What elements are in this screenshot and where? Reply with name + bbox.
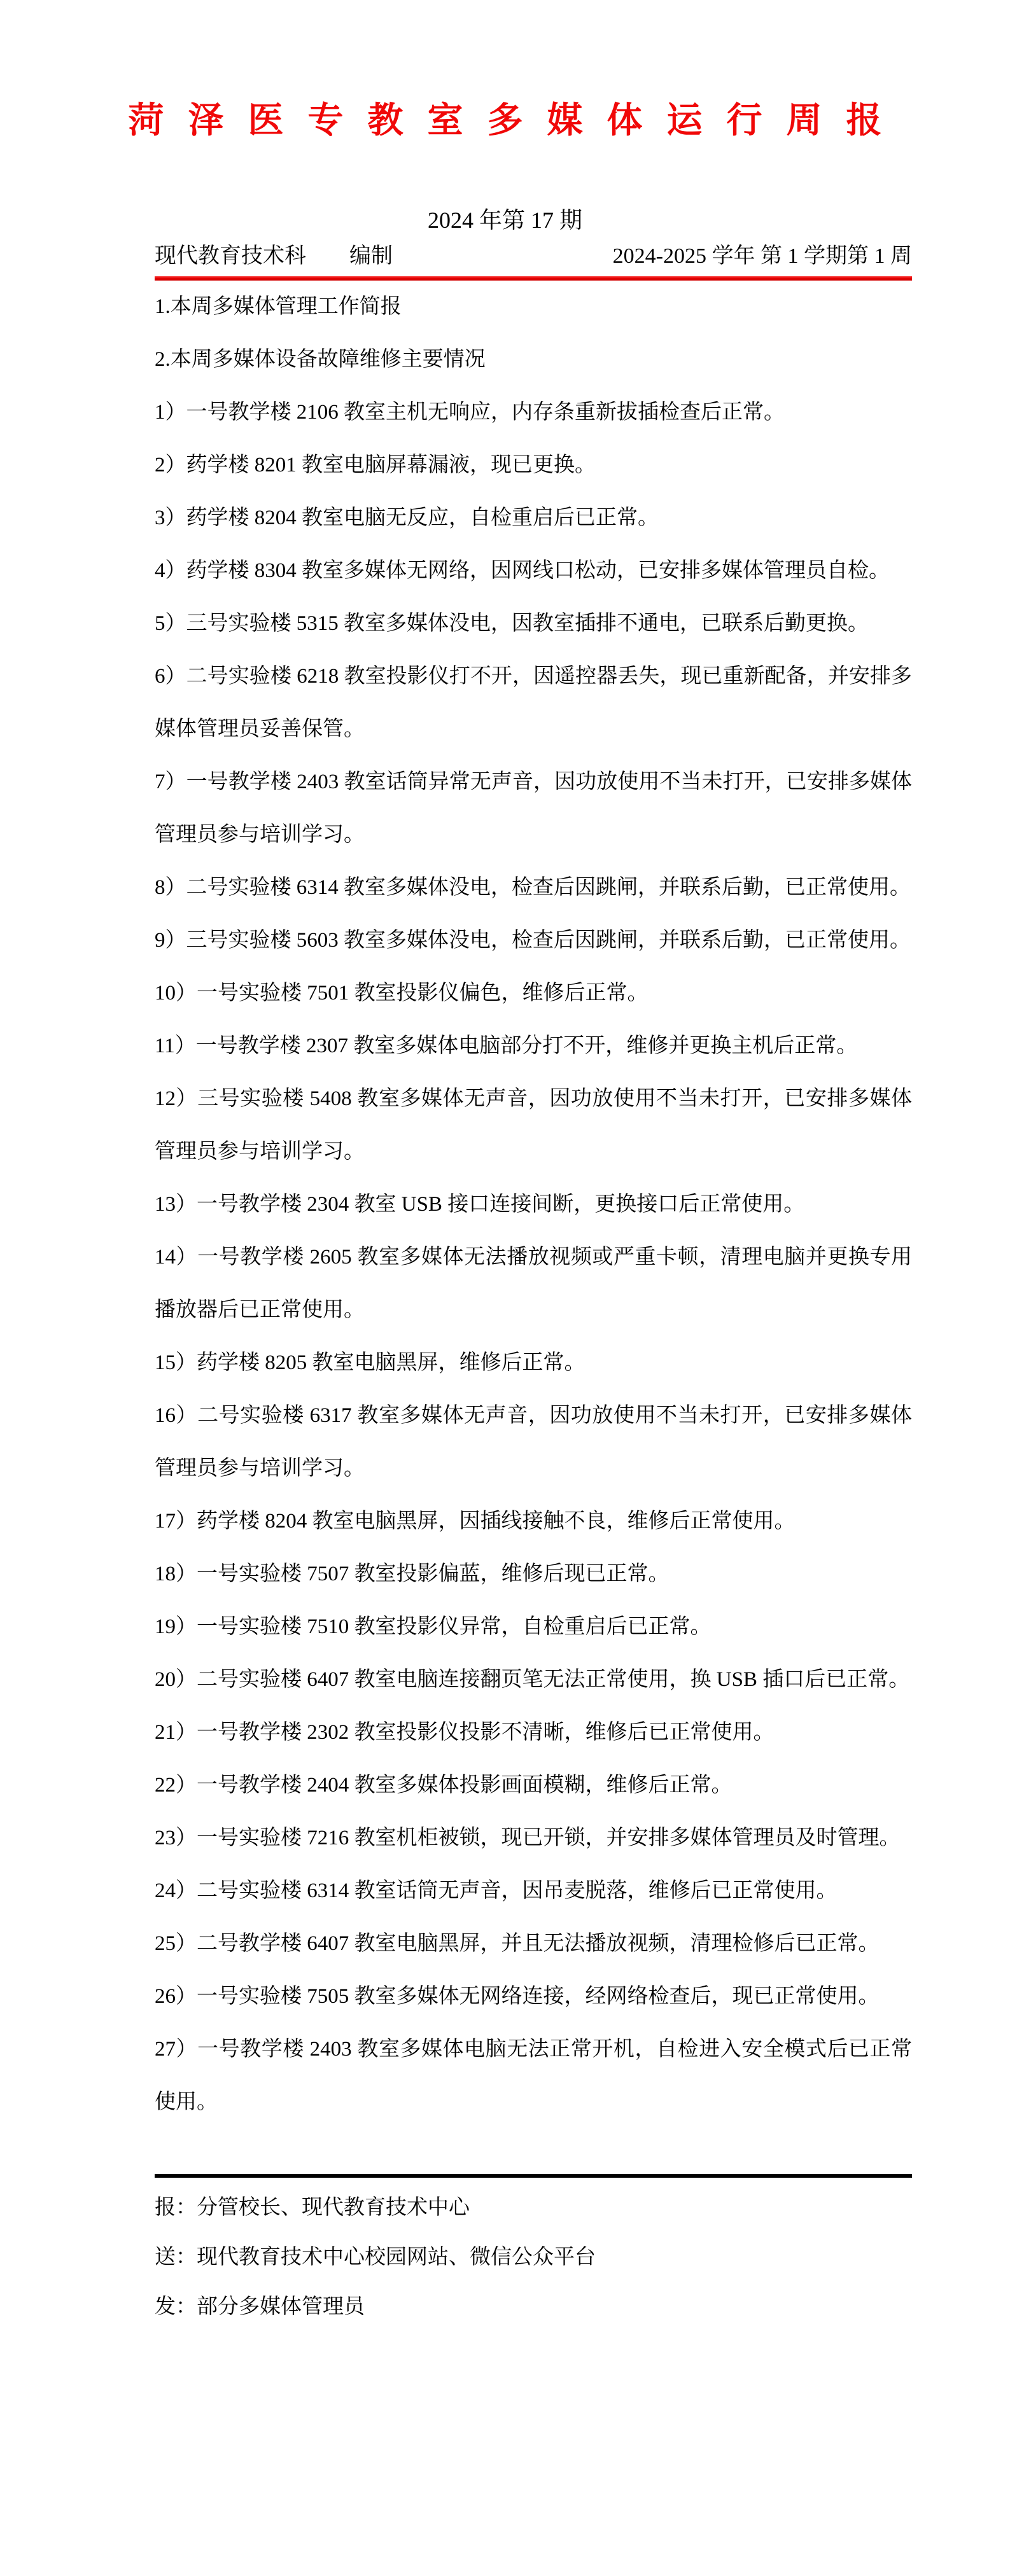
footer-report-line: 报：分管校长、现代教育技术中心 [155, 2196, 470, 2219]
fault-item-15: 15）药学楼 8205 教室电脑黑屏，维修后正常。 [155, 1351, 586, 1374]
fault-item-23: 23）一号实验楼 7216 教室机柜被锁，现已开锁，并安排多媒体管理员及时管理。 [155, 1827, 901, 1849]
fault-item-21: 21）一号教学楼 2302 教室投影仪投影不清晰，维修后已正常使用。 [155, 1721, 775, 1744]
semester-week-label: 2024-2025 学年 第 1 学期第 1 周 [612, 244, 912, 268]
fault-item-16: 16）二号实验楼 6317 教室多媒体无声音，因功放使用不当未打开，已安排多媒体管理员参与培训学习。 [155, 1404, 912, 1480]
fault-item-27: 27）一号教学楼 2403 教室多媒体电脑无法正常开机，自检进入安全模式后已正常使用。 [155, 2038, 912, 2113]
fault-item-8: 8）二号实验楼 6314 教室多媒体没电，检查后因跳闸，并联系后勤，已正常使用。 [155, 876, 911, 899]
fault-item-2: 2）药学楼 8201 教室电脑屏幕漏液，现已更换。 [155, 454, 596, 477]
section-2-heading: 2.本周多媒体设备故障维修主要情况 [155, 348, 486, 371]
fault-item-3: 3）药学楼 8204 教室电脑无反应，自检重启后已正常。 [155, 506, 659, 529]
fault-item-1: 1）一号教学楼 2106 教室主机无响应，内存条重新拔插检查后正常。 [155, 401, 785, 424]
footer-black-rule [155, 2174, 912, 2178]
fault-item-22: 22）一号教学楼 2404 教室多媒体投影画面模糊，维修后正常。 [155, 1774, 733, 1797]
fault-item-24: 24）二号实验楼 6314 教室话筒无声音，因吊麦脱落，维修后已正常使用。 [155, 1879, 838, 1902]
fault-item-5: 5）三号实验楼 5315 教室多媒体没电，因教室插排不通电，已联系后勤更换。 [155, 612, 869, 635]
report-body [155, 281, 912, 2332]
fault-item-26: 26）一号实验楼 7505 教室多媒体无网络连接，经网络检查后，现已正常使用。 [155, 1985, 880, 2008]
header-red-rule [155, 276, 912, 281]
fault-item-18: 18）一号实验楼 7507 教室投影偏蓝，维修后现已正常。 [155, 1563, 670, 1585]
fault-item-25: 25）二号教学楼 6407 教室电脑黑屏，并且无法播放视频，清理检修后已正常。 [155, 1932, 880, 1955]
document-page [0, 102, 1010, 2332]
compiler-label: 现代教育技术科 编制 [155, 244, 393, 268]
fault-item-19: 19）一号实验楼 7510 教室投影仪异常，自检重启后已正常。 [155, 1615, 712, 1638]
footer-issue-line: 发：部分多媒体管理员 [155, 2295, 365, 2318]
fault-item-10: 10）一号实验楼 7501 教室投影仪偏色，维修后正常。 [155, 982, 649, 1005]
page-title: 菏泽医专教室多媒体运行周报 [128, 101, 906, 141]
fault-item-17: 17）药学楼 8204 教室电脑黑屏，因插线接触不良，维修后正常使用。 [155, 1510, 796, 1533]
fault-item-9: 9）三号实验楼 5603 教室多媒体没电，检查后因跳闸，并联系后勤，已正常使用。 [155, 929, 911, 952]
section-1-heading: 1.本周多媒体管理工作简报 [155, 295, 402, 318]
footer-send-line: 送：现代教育技术中心校园网站、微信公众平台 [155, 2246, 596, 2269]
fault-item-7: 7）一号教学楼 2403 教室话筒异常无声音，因功放使用不当未打开，已安排多媒体管理员参与培训学习。 [155, 770, 912, 846]
issue-number-line: 2024 年第 17 期 [427, 207, 582, 233]
fault-item-13: 13）一号教学楼 2304 教室 USB 接口连接间断，更换接口后正常使用。 [155, 1193, 805, 1216]
meta-row [155, 243, 912, 270]
fault-item-6: 6）二号实验楼 6218 教室投影仪打不开，因遥控器丢失，现已重新配备，并安排多媒体管理员妥善保管。 [155, 665, 912, 741]
fault-item-11: 11）一号教学楼 2307 教室多媒体电脑部分打不开，维修并更换主机后正常。 [155, 1034, 858, 1057]
fault-item-4: 4）药学楼 8304 教室多媒体无网络，因网线口松动，已安排多媒体管理员自检。 [155, 559, 890, 582]
fault-item-20: 20）二号实验楼 6407 教室电脑连接翻页笔无法正常使用，换 USB 插口后已正常。 [155, 1668, 910, 1691]
fault-item-14: 14）一号教学楼 2605 教室多媒体无法播放视频或严重卡顿，清理电脑并更换专用播放器后已正常使用。 [155, 1246, 912, 1321]
fault-item-12: 12）三号实验楼 5408 教室多媒体无声音，因功放使用不当未打开，已安排多媒体管理员参与培训学习。 [155, 1087, 912, 1163]
